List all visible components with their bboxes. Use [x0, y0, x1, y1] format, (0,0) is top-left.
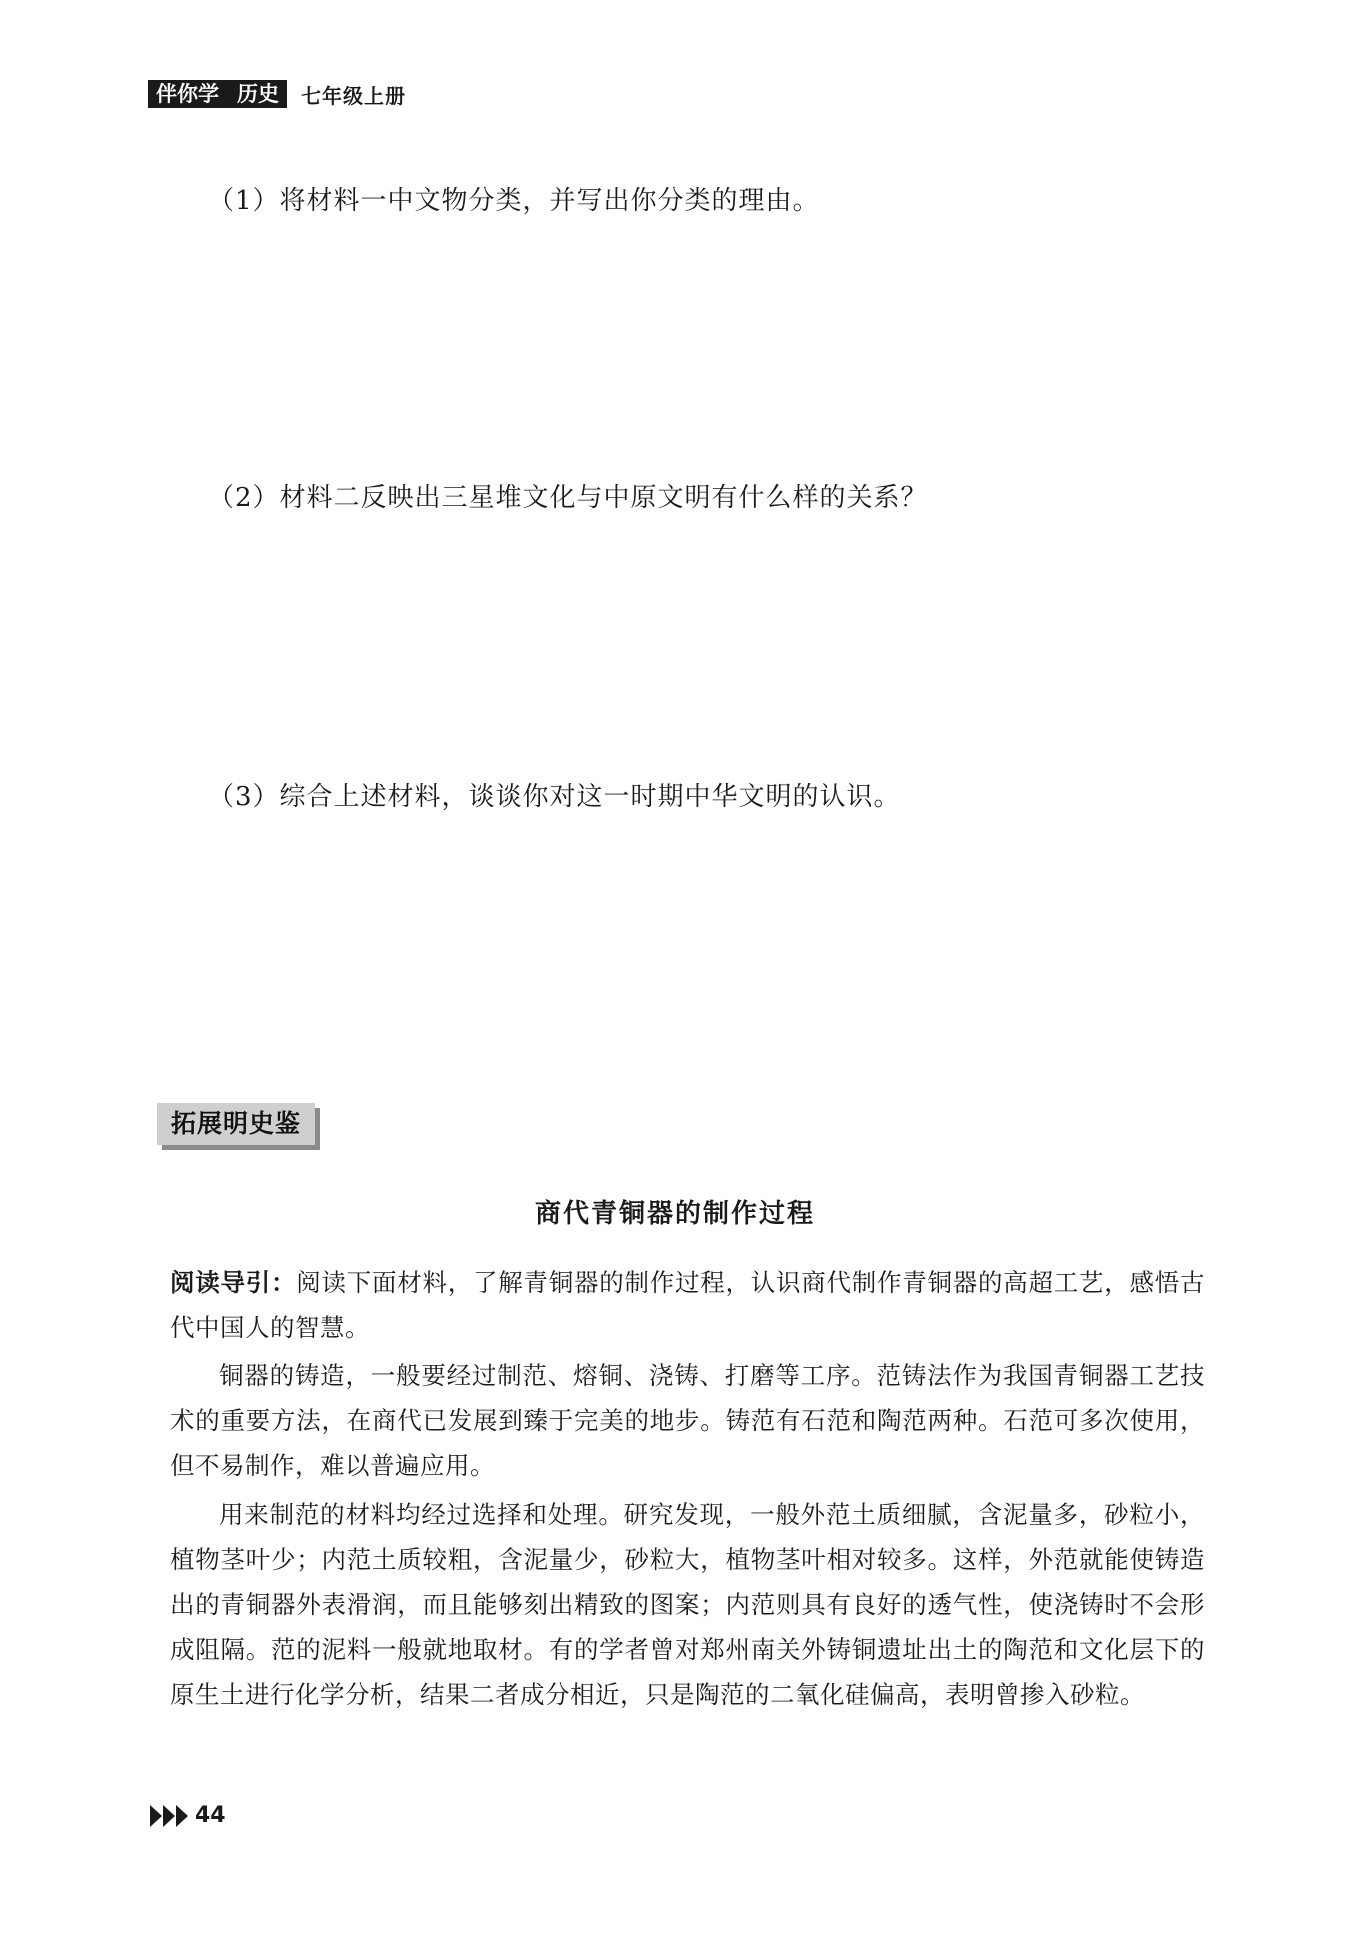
- page-header: [148, 80, 406, 108]
- grade-label: 七年级上册: [301, 83, 406, 108]
- series-name: 伴你学: [156, 82, 219, 106]
- chevron-arrows-icon: [150, 1805, 189, 1827]
- reading-guide-text: 阅读下面材料，了解青铜器的制作过程，认识商代制作青铜器的高超工艺，感悟古代中国人的智慧。: [170, 1268, 1205, 1342]
- question-1: （1）将材料一中文物分类，并写出你分类的理由。: [208, 186, 820, 216]
- question-2: （2）材料二反映出三星堆文化与中原文明有什么样的关系？: [208, 483, 928, 513]
- paragraph-1: 铜器的铸造，一般要经过制范、熔铜、浇铸、打磨等工序。范铸法作为我国青铜器工艺技术的重要方法，在商代已发展到臻于完美的地步。铸范有石范和陶范两种。石范可多次使用，但不易制作，难以普遍应用。: [170, 1361, 1205, 1480]
- article-title: 商代青铜器的制作过程: [534, 1199, 815, 1229]
- paragraph-2: 用来制范的材料均经过选择和处理。研究发现，一般外范土质细腻，含泥量多，砂粒小，植物茎叶少；内范土质较粗，含泥量少，砂粒大，植物茎叶相对较多。这样，外范就能使铸造出的青铜器外表滑润，而且能够刻出精致的图案；内范则具有良好的透气性，使浇铸时不会形成阻隔。范的泥料一般就地取材。有的学者曾对郑州南关外铸铜遗址出土的陶范和文化层下的原生土进行化学分析，结果二者成分相近，只是陶范的二氧化硅偏高，表明曾掺入砂粒。: [170, 1500, 1205, 1709]
- question-3: （3）综合上述材料，谈谈你对这一时期中华文明的认识。: [208, 782, 901, 812]
- book-series-badge: [148, 80, 287, 108]
- subject-name: 历史: [237, 82, 279, 106]
- section-tag: 拓展明史鉴: [157, 1103, 315, 1145]
- page-number: 44: [195, 1803, 226, 1828]
- reading-guide-label: 阅读导引：: [170, 1268, 297, 1297]
- page-footer: [150, 1803, 226, 1828]
- reading-guide: [170, 1260, 1205, 1350]
